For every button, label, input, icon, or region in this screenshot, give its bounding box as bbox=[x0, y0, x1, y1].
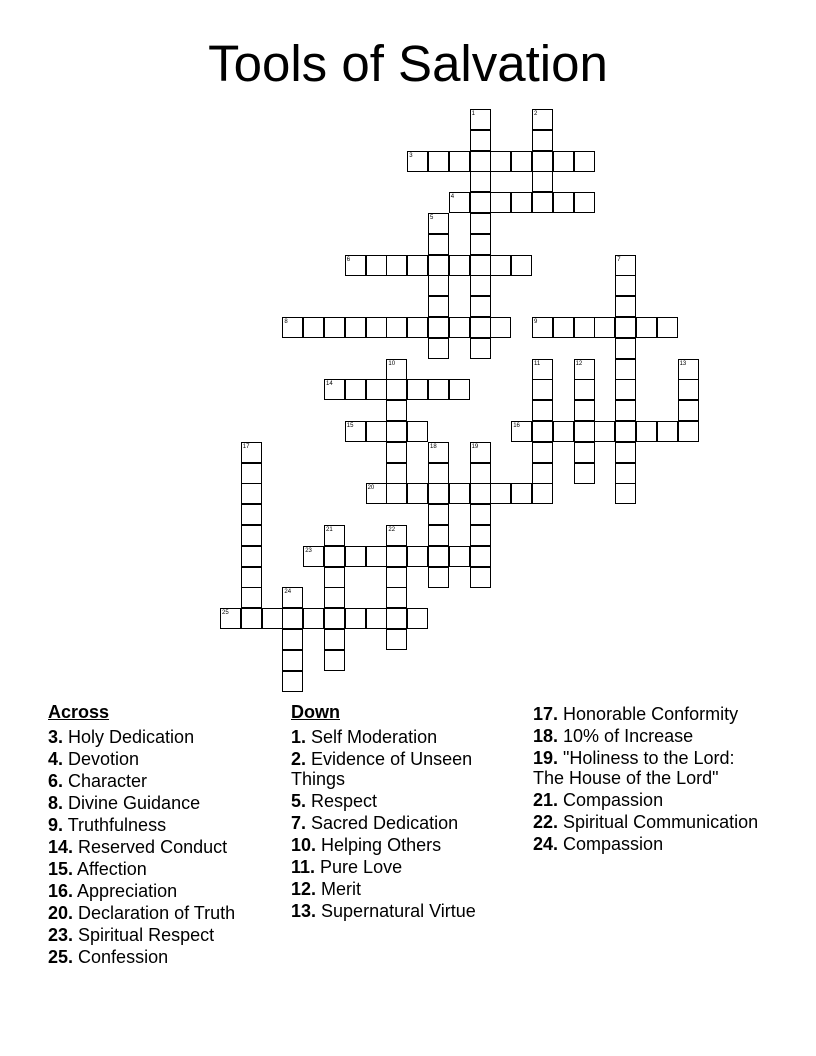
grid-cell[interactable] bbox=[366, 483, 387, 504]
grid-cell[interactable] bbox=[511, 483, 532, 504]
grid-cell[interactable] bbox=[386, 567, 407, 588]
grid-cell[interactable] bbox=[366, 379, 387, 400]
clue-text: Merit bbox=[316, 879, 362, 899]
clue-num: 3. bbox=[48, 727, 64, 747]
grid-cell[interactable] bbox=[407, 255, 428, 276]
grid-cell[interactable] bbox=[345, 421, 366, 442]
clue-text: Holy Dedication bbox=[63, 727, 195, 747]
grid-cell[interactable] bbox=[470, 130, 491, 151]
clue-num: 10. bbox=[291, 835, 317, 855]
grid-cell[interactable] bbox=[470, 296, 491, 317]
grid-cell[interactable] bbox=[532, 463, 553, 484]
grid-cell[interactable] bbox=[532, 109, 553, 130]
across-clue bbox=[48, 881, 278, 901]
across-clue bbox=[48, 837, 278, 857]
clue-num: 20. bbox=[48, 903, 74, 923]
grid-cell[interactable] bbox=[449, 546, 470, 567]
grid-cell[interactable] bbox=[615, 463, 636, 484]
grid-cell[interactable] bbox=[449, 255, 470, 276]
grid-cell[interactable] bbox=[241, 442, 262, 463]
grid-cell[interactable] bbox=[470, 192, 491, 213]
clue-num: 19. bbox=[533, 748, 559, 768]
grid-cell[interactable] bbox=[615, 421, 636, 442]
grid-cell[interactable] bbox=[532, 171, 553, 192]
grid-cell[interactable] bbox=[490, 192, 511, 213]
grid-cell[interactable] bbox=[428, 442, 449, 463]
clue-number: 6 bbox=[346, 256, 351, 263]
grid-cell[interactable] bbox=[262, 608, 283, 629]
puzzle-title: Tools of Salvation bbox=[208, 35, 608, 92]
grid-cell[interactable] bbox=[282, 587, 303, 608]
grid-cell[interactable] bbox=[470, 151, 491, 172]
clue-num: 7. bbox=[291, 813, 307, 833]
grid-cell[interactable] bbox=[532, 151, 553, 172]
grid-cell[interactable] bbox=[574, 379, 595, 400]
clue-number: 25 bbox=[222, 610, 229, 617]
clue-num: 25. bbox=[48, 947, 74, 967]
grid-cell[interactable] bbox=[636, 421, 657, 442]
grid-cell[interactable] bbox=[449, 483, 470, 504]
grid-cell[interactable] bbox=[470, 338, 491, 359]
grid-cell[interactable] bbox=[407, 546, 428, 567]
grid-cell[interactable] bbox=[449, 317, 470, 338]
grid-cell[interactable] bbox=[470, 504, 491, 525]
grid-cell[interactable] bbox=[345, 255, 366, 276]
clue-text: Divine Guidance bbox=[63, 793, 201, 813]
grid-cell[interactable] bbox=[511, 421, 532, 442]
grid-cell[interactable] bbox=[470, 317, 491, 338]
clue-number: 11 bbox=[534, 360, 541, 367]
down-clue bbox=[291, 901, 516, 921]
grid-cell[interactable] bbox=[428, 255, 449, 276]
clue-num: 8. bbox=[48, 793, 64, 813]
grid-cell[interactable] bbox=[386, 463, 407, 484]
grid-cell[interactable] bbox=[678, 379, 699, 400]
clue-number: 22 bbox=[388, 527, 396, 533]
grid-cell[interactable] bbox=[324, 629, 345, 650]
grid-cell[interactable] bbox=[324, 567, 345, 588]
clue-text: Confession bbox=[73, 947, 169, 967]
grid-cell[interactable] bbox=[490, 151, 511, 172]
clue-text: Spiritual Respect bbox=[73, 925, 215, 945]
clue-text: Appreciation bbox=[73, 881, 178, 901]
clue-number: 17 bbox=[242, 443, 250, 450]
grid-cell[interactable] bbox=[574, 400, 595, 421]
down-clue bbox=[291, 879, 516, 899]
down-clue bbox=[291, 791, 516, 811]
grid-cell[interactable] bbox=[470, 463, 491, 484]
clue-num: 24. bbox=[533, 834, 559, 854]
grid-cell[interactable] bbox=[657, 317, 678, 338]
grid-cell[interactable] bbox=[386, 379, 407, 400]
grid-cell[interactable] bbox=[241, 504, 262, 525]
clue-number: 1 bbox=[471, 111, 475, 117]
clue-text: Affection bbox=[73, 859, 147, 879]
across-clue bbox=[48, 925, 278, 945]
clue-text: Declaration of Truth bbox=[73, 903, 236, 923]
clue-text: Truthfulness bbox=[63, 815, 167, 835]
grid-cell[interactable] bbox=[303, 546, 324, 567]
grid-cell[interactable] bbox=[366, 317, 387, 338]
grid-cell[interactable] bbox=[553, 421, 574, 442]
grid-cell[interactable] bbox=[615, 317, 636, 338]
grid-cell[interactable] bbox=[574, 421, 595, 442]
grid-cell[interactable] bbox=[490, 255, 511, 276]
clue-number: 9 bbox=[534, 319, 538, 325]
clue-number: 16 bbox=[513, 423, 520, 429]
grid-cell[interactable] bbox=[386, 546, 407, 567]
clue-number: 24 bbox=[284, 589, 292, 596]
grid-cell[interactable] bbox=[470, 442, 491, 463]
grid-cell[interactable] bbox=[324, 546, 345, 567]
grid-cell[interactable] bbox=[241, 567, 262, 588]
grid-cell[interactable] bbox=[386, 400, 407, 421]
grid-cell[interactable] bbox=[615, 255, 636, 276]
grid-cell[interactable] bbox=[386, 483, 407, 504]
grid-cell[interactable] bbox=[532, 442, 553, 463]
grid-cell[interactable] bbox=[532, 359, 553, 380]
grid-cell[interactable] bbox=[615, 275, 636, 296]
grid-cell[interactable] bbox=[532, 379, 553, 400]
clue-text: Self Moderation bbox=[306, 727, 438, 747]
clue-text: Respect bbox=[306, 791, 378, 811]
across-clue bbox=[48, 903, 278, 923]
grid-cell[interactable] bbox=[615, 400, 636, 421]
clue-num: 14. bbox=[48, 837, 74, 857]
grid-cell[interactable] bbox=[532, 421, 553, 442]
grid-cell[interactable] bbox=[324, 587, 345, 608]
clue-number: 12 bbox=[575, 360, 583, 367]
clue-num: 22. bbox=[533, 812, 559, 832]
grid-cell[interactable] bbox=[470, 109, 491, 130]
grid-cell[interactable] bbox=[366, 546, 387, 567]
clue-num: 15. bbox=[48, 859, 74, 879]
clue-text: Reserved Conduct bbox=[73, 837, 228, 857]
clue-number: 21 bbox=[326, 527, 333, 533]
grid-cell[interactable] bbox=[428, 338, 449, 359]
down-clue bbox=[291, 835, 516, 855]
grid-cell[interactable] bbox=[449, 151, 470, 172]
clue-num: 5. bbox=[291, 791, 307, 811]
grid-cell[interactable] bbox=[241, 587, 262, 608]
grid-cell[interactable] bbox=[241, 525, 262, 546]
grid-cell[interactable] bbox=[386, 317, 407, 338]
grid-cell[interactable] bbox=[303, 608, 324, 629]
across-heading: Across bbox=[48, 702, 110, 722]
clue-text: Helping Others bbox=[316, 835, 442, 855]
grid-cell[interactable] bbox=[532, 400, 553, 421]
grid-cell[interactable] bbox=[428, 151, 449, 172]
clue-num: 18. bbox=[533, 726, 559, 746]
grid-cell[interactable] bbox=[574, 463, 595, 484]
grid-cell[interactable] bbox=[282, 608, 303, 629]
grid-cell[interactable] bbox=[428, 567, 449, 588]
grid-cell[interactable] bbox=[366, 421, 387, 442]
across-clue bbox=[48, 749, 278, 769]
grid-cell[interactable] bbox=[386, 608, 407, 629]
grid-cell[interactable] bbox=[324, 608, 345, 629]
down-clue bbox=[533, 748, 763, 788]
grid-cell[interactable] bbox=[407, 379, 428, 400]
grid-cell[interactable] bbox=[428, 213, 449, 234]
grid-cell[interactable] bbox=[532, 130, 553, 151]
down-clues-continued bbox=[533, 704, 763, 856]
grid-cell[interactable] bbox=[345, 608, 366, 629]
grid-cell[interactable] bbox=[241, 546, 262, 567]
grid-cell[interactable] bbox=[282, 671, 303, 692]
grid-cell[interactable] bbox=[657, 421, 678, 442]
clue-number: 8 bbox=[284, 319, 288, 325]
grid-cell[interactable] bbox=[615, 359, 636, 380]
grid-cell[interactable] bbox=[532, 483, 553, 504]
clue-text: Compassion bbox=[558, 790, 664, 810]
grid-cell[interactable] bbox=[636, 317, 657, 338]
grid-cell[interactable] bbox=[615, 338, 636, 359]
grid-cell[interactable] bbox=[386, 629, 407, 650]
clue-number: 15 bbox=[346, 423, 354, 429]
grid-cell[interactable] bbox=[574, 151, 595, 172]
clue-number: 20 bbox=[367, 485, 375, 492]
grid-cell[interactable] bbox=[470, 546, 491, 567]
across-clue bbox=[48, 727, 278, 747]
grid-cell[interactable] bbox=[594, 317, 615, 338]
grid-cell[interactable] bbox=[324, 525, 345, 546]
down-clue bbox=[533, 790, 763, 810]
clue-text: Compassion bbox=[558, 834, 664, 854]
grid-cell[interactable] bbox=[386, 359, 407, 380]
down-clue bbox=[291, 749, 516, 789]
clue-num: 2. bbox=[291, 749, 307, 769]
down-heading: Down bbox=[291, 702, 340, 722]
grid-cell[interactable] bbox=[428, 483, 449, 504]
grid-cell[interactable] bbox=[553, 151, 574, 172]
grid-cell[interactable] bbox=[366, 255, 387, 276]
down-clue bbox=[291, 813, 516, 833]
grid-cell[interactable] bbox=[615, 442, 636, 463]
grid-cell[interactable] bbox=[470, 255, 491, 276]
grid-cell[interactable] bbox=[241, 463, 262, 484]
grid-cell[interactable] bbox=[574, 359, 595, 380]
grid-cell[interactable] bbox=[574, 192, 595, 213]
across-clue bbox=[48, 771, 278, 791]
clue-number: 2 bbox=[534, 111, 538, 117]
grid-cell[interactable] bbox=[428, 317, 449, 338]
down-clue bbox=[533, 726, 763, 746]
grid-cell[interactable] bbox=[470, 213, 491, 234]
grid-cell[interactable] bbox=[470, 525, 491, 546]
down-clue bbox=[291, 727, 516, 747]
grid-cell[interactable] bbox=[449, 192, 470, 213]
grid-cell[interactable] bbox=[490, 317, 511, 338]
clue-text: Spiritual Communication bbox=[558, 812, 759, 832]
clue-text: Devotion bbox=[63, 749, 140, 769]
down-clue bbox=[291, 857, 516, 877]
grid-cell[interactable] bbox=[282, 629, 303, 650]
clue-number: 23 bbox=[305, 547, 312, 554]
clue-text: Character bbox=[63, 771, 148, 791]
clue-num: 13. bbox=[291, 901, 317, 921]
down-clue bbox=[533, 704, 763, 724]
grid-cell[interactable] bbox=[428, 379, 449, 400]
down-clue bbox=[533, 812, 763, 832]
grid-cell[interactable] bbox=[532, 192, 553, 213]
grid-cell[interactable] bbox=[678, 400, 699, 421]
across-clues bbox=[48, 702, 278, 969]
grid-cell[interactable] bbox=[324, 650, 345, 671]
grid-cell[interactable] bbox=[470, 275, 491, 296]
grid-cell[interactable] bbox=[241, 608, 262, 629]
clue-num: 12. bbox=[291, 879, 317, 899]
grid-cell[interactable] bbox=[470, 234, 491, 255]
down-clue bbox=[533, 834, 763, 854]
clue-num: 11. bbox=[291, 857, 316, 877]
grid-cell[interactable] bbox=[615, 483, 636, 504]
clue-number: 13 bbox=[679, 360, 687, 367]
grid-cell[interactable] bbox=[386, 525, 407, 546]
grid-cell[interactable] bbox=[428, 463, 449, 484]
grid-cell[interactable] bbox=[407, 483, 428, 504]
across-clue bbox=[48, 793, 278, 813]
down-clues bbox=[291, 702, 516, 923]
grid-cell[interactable] bbox=[511, 192, 532, 213]
grid-cell[interactable] bbox=[386, 421, 407, 442]
clue-num: 17. bbox=[533, 704, 559, 724]
grid-cell[interactable] bbox=[282, 317, 303, 338]
grid-cell[interactable] bbox=[470, 567, 491, 588]
grid-cell[interactable] bbox=[428, 504, 449, 525]
grid-cell[interactable] bbox=[428, 296, 449, 317]
clue-num: 9. bbox=[48, 815, 64, 835]
grid-cell[interactable] bbox=[574, 442, 595, 463]
grid-cell[interactable] bbox=[511, 151, 532, 172]
across-clue bbox=[48, 947, 278, 967]
grid-cell[interactable] bbox=[324, 317, 345, 338]
clue-number: 7 bbox=[617, 256, 621, 263]
grid-cell[interactable] bbox=[324, 379, 345, 400]
clue-number: 4 bbox=[450, 194, 455, 201]
grid-cell[interactable] bbox=[241, 483, 262, 504]
clue-text: Pure Love bbox=[315, 857, 403, 877]
grid-cell[interactable] bbox=[345, 317, 366, 338]
clue-num: 1. bbox=[291, 727, 307, 747]
grid-cell[interactable] bbox=[345, 379, 366, 400]
clue-number: 18 bbox=[430, 443, 437, 450]
grid-cell[interactable] bbox=[428, 546, 449, 567]
grid-cell[interactable] bbox=[407, 151, 428, 172]
clue-num: 21. bbox=[533, 790, 559, 810]
grid-cell[interactable] bbox=[407, 421, 428, 442]
grid-cell[interactable] bbox=[428, 275, 449, 296]
clue-text: Supernatural Virtue bbox=[316, 901, 476, 921]
clue-text: Honorable Conformity bbox=[558, 704, 739, 724]
grid-cell[interactable] bbox=[386, 587, 407, 608]
grid-cell[interactable] bbox=[386, 255, 407, 276]
grid-cell[interactable] bbox=[574, 317, 595, 338]
grid-cell[interactable] bbox=[594, 421, 615, 442]
clue-number: 5 bbox=[430, 215, 434, 221]
grid-cell[interactable] bbox=[553, 192, 574, 213]
clue-num: 16. bbox=[48, 881, 74, 901]
across-clue bbox=[48, 859, 278, 879]
grid-cell[interactable] bbox=[532, 317, 553, 338]
grid-cell[interactable] bbox=[615, 296, 636, 317]
grid-cell[interactable] bbox=[678, 359, 699, 380]
grid-cell[interactable] bbox=[428, 234, 449, 255]
clue-num: 23. bbox=[48, 925, 74, 945]
across-clue bbox=[48, 815, 278, 835]
grid-cell[interactable] bbox=[449, 379, 470, 400]
grid-cell[interactable] bbox=[678, 421, 699, 442]
grid-cell[interactable] bbox=[303, 317, 324, 338]
clue-text: "Holiness to the Lord: The House of the Lord" bbox=[533, 748, 735, 788]
grid-cell[interactable] bbox=[615, 379, 636, 400]
clue-number: 19 bbox=[471, 443, 479, 450]
grid-cell[interactable] bbox=[511, 255, 532, 276]
grid-cell[interactable] bbox=[407, 608, 428, 629]
grid-cell[interactable] bbox=[490, 483, 511, 504]
grid-cell[interactable] bbox=[470, 483, 491, 504]
clue-text: 10% of Increase bbox=[558, 726, 694, 746]
grid-cell[interactable] bbox=[386, 442, 407, 463]
clue-number: 3 bbox=[409, 152, 413, 159]
grid-cell[interactable] bbox=[428, 525, 449, 546]
clue-text: Sacred Dedication bbox=[306, 813, 459, 833]
grid-cell[interactable] bbox=[470, 171, 491, 192]
clue-number: 14 bbox=[326, 381, 333, 388]
clue-number: 10 bbox=[388, 360, 396, 367]
clue-num: 6. bbox=[48, 771, 64, 791]
grid-cell[interactable] bbox=[553, 317, 574, 338]
grid-cell[interactable] bbox=[220, 608, 241, 629]
grid-cell[interactable] bbox=[282, 650, 303, 671]
clue-num: 4. bbox=[48, 749, 64, 769]
clue-text: Evidence of Unseen Things bbox=[291, 749, 473, 789]
grid-cell[interactable] bbox=[407, 317, 428, 338]
grid-cell[interactable] bbox=[366, 608, 387, 629]
grid-cell[interactable] bbox=[345, 546, 366, 567]
